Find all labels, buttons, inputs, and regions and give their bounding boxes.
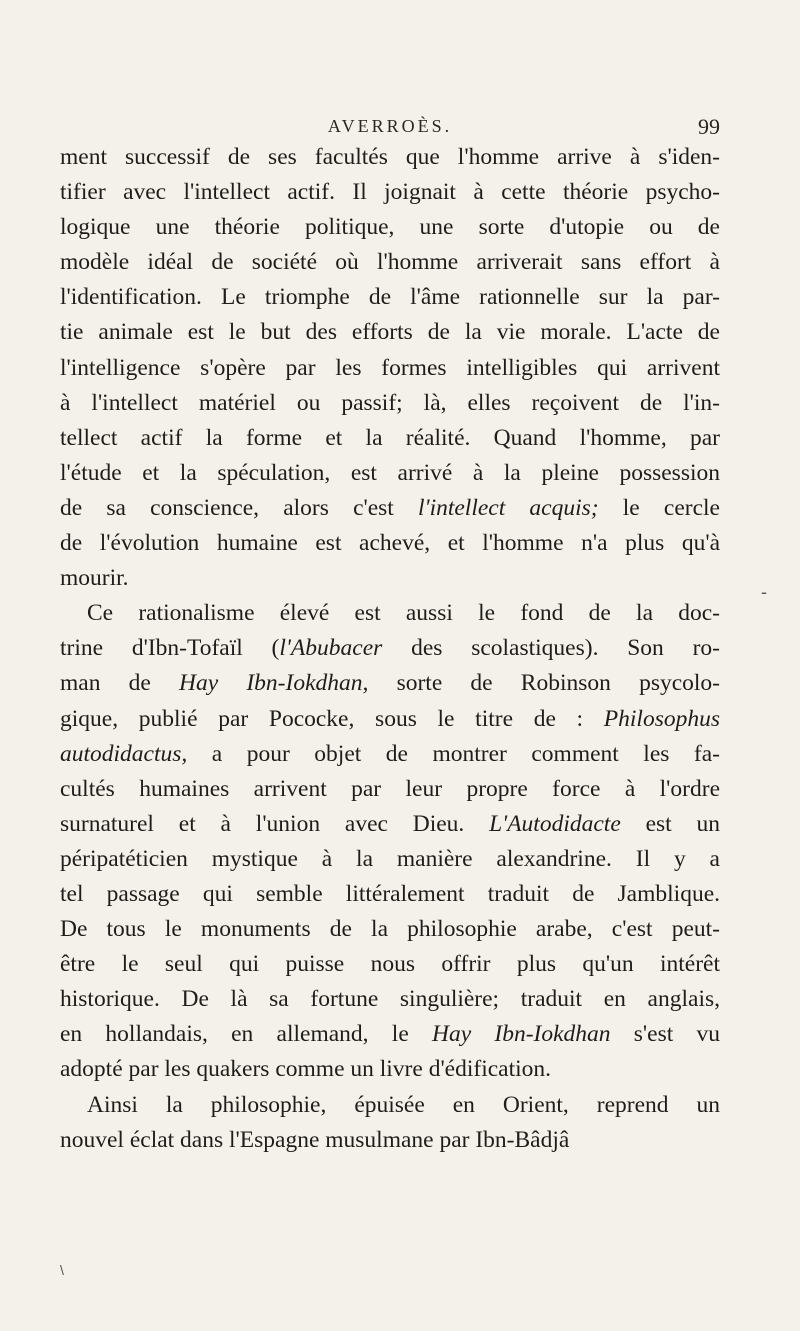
paragraph-p1 [60,140,720,596]
paragraph-p2 [60,596,720,1087]
text-line: l'intelligence s'opère par les formes intelligibles qui arrivent [60,354,720,381]
text-line: Ainsi la philosophie, épuisée en Orient, reprend un [87,1091,720,1118]
text-line: de sa conscience, alors c'est l'intellect acquis; le cercle [60,494,720,521]
text-line: mourir. [60,565,129,592]
text-line: Ce rationalisme élevé est aussi le fond de la doc- [87,600,720,627]
paragraph-p3 [60,1088,720,1158]
text-line: tel passage qui semble littéralement traduit de Jamblique. [60,880,720,907]
text-line: l'étude et la spéculation, est arrivé à la pleine possession [60,459,720,486]
text-line: De tous le monuments de la philosophie arabe, c'est peut- [60,916,720,943]
italic-term: autodidactus, [60,740,188,767]
italic-term: Hay Ibn-Iokdhan [431,1021,611,1048]
text-line: man de Hay Ibn-Iokdhan, sorte de Robinson psycolo- [60,670,721,697]
text-line: trine d'Ibn-Tofaïl (l'Abubacer des scolastiques). Son ro- [60,635,720,662]
margin-dash-mark: - [761,582,767,602]
text-line: être le seul qui puisse nous offrir plus qu'un intérêt [60,951,720,978]
text-line: tellect actif la forme et la réalité. Quand l'homme, par [60,424,720,451]
text-line: nouvel éclat dans l'Espagne musulmane par Ibn-Bâdjâ [60,1126,570,1153]
text-line: l'identification. Le triomphe de l'âme rationnelle sur la par- [60,284,720,311]
text-line: en hollandais, en allemand, le Hay Ibn-Iokdhan s'est vu [60,1021,721,1048]
text-line: cultés humaines arrivent par leur propre force à l'ordre [60,775,720,802]
text-line: gique, publié par Pococke, sous le titre de : Philosophus [60,705,720,732]
text-line: historique. De là sa fortune singulière; traduit en anglais, [60,986,720,1013]
page-header [60,100,720,140]
running-head: AVERROÈS. [327,116,453,136]
margin-tick-mark: \ [60,1262,64,1278]
text-line: de l'évolution humaine est achevé, et l'homme n'a plus qu'à [60,530,720,557]
text-line: autodidactus, a pour objet de montrer comment les fa- [60,740,720,767]
text-line: à l'intellect matériel ou passif; là, elles reçoivent de l'in- [60,389,720,416]
text-line: ment successif de ses facultés que l'homme arrive à s'iden- [60,144,720,170]
text-line: adopté par les quakers comme un livre d'édification. [60,1056,552,1083]
text-line: tie animale est le but des efforts de la vie morale. L'acte de [60,319,720,346]
text-line: modèle idéal de société où l'homme arriverait sans effort à [60,249,720,276]
italic-term: L'Autodidacte [489,810,621,837]
text-line: surnaturel et à l'union avec Dieu. L'Autodidacte est un [60,810,720,837]
text-line: péripatéticien mystique à la manière alexandrine. Il y a [60,845,720,872]
page-number: 99 [698,114,720,139]
italic-term: Hay Ibn-Iokdhan, [179,670,369,697]
text-line: tifier avec l'intellect actif. Il joignait à cette théorie psycho- [60,179,720,206]
italic-term: l'intellect acquis; [418,494,599,521]
italic-term: l'Abubacer [279,635,383,662]
body-text [60,140,720,1158]
text-line: logique une théorie politique, une sorte d'utopie ou de [60,214,720,241]
italic-term: Philosophus [603,705,720,732]
